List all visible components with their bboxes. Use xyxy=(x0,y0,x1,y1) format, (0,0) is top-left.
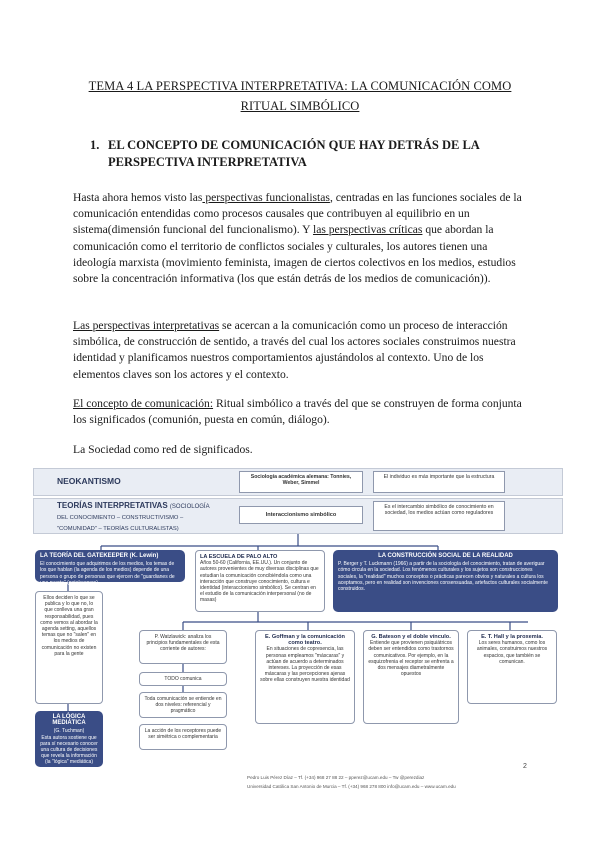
slide-footer-line-1: Pedro Luis Pérez Díaz – Tf. (+34) 968 27 88 22 – pperez@ucam.edu – Tw @perezdiaz xyxy=(247,775,425,780)
slide-page-number: 2 xyxy=(523,763,527,770)
p3-underlined: El concepto de comunicación: xyxy=(73,397,214,410)
section-title-line-2: PERSPECTIVA INTERPRETATIVA xyxy=(108,155,307,169)
todo-comunica-box: TODO comunica xyxy=(139,672,227,686)
palo-alto-text: Años 50-60 (California, EE.UU.). Un conjunto de autores provenientes de muy diversas disciplinas que estudian la comunicación concibiéndola como una interacción que construye conocimiento, cultura e identidad (interaccionismo simbólico). Se centran en el estudio de la comunicación interpersonal (no de masas) xyxy=(200,560,319,604)
logica-title: LA LÓGICA MEDIÁTICA xyxy=(52,714,86,727)
section-title-line-1: EL CONCEPTO DE COMUNICACIÓN QUE HAY DETRÁS DE LA xyxy=(108,138,480,152)
watzlawick-box: P. Watzlawick: analiza los principios fundamentales de esta corriente de autores: xyxy=(139,630,227,664)
paragraph-interpretative xyxy=(73,318,528,383)
ellos-box: Ellos deciden lo que se publica y lo que no, lo que conlleva una gran responsabilidad, pues como vemos al abordar la agenda setting, aquellos temas que no "salen" en los medios de comunicación no existen para la gente xyxy=(35,591,103,704)
interaccionismo-note-box: Es el intercambio simbólico de conocimiento en sociedad, los medios actúan como reguladores xyxy=(373,501,505,531)
construccion-text: P. Berger y T. Luckmann (1966) a partir de la sociología del conocimiento, tratan de averiguar cómo circula en la sociedad. Los fenómenos culturales y los sujetos son construcciones sociales, la "realidad" muchos conceptos o prácticas parecen obvios y naturales a cultura los aceptamos, pero en realidad son invenciones consensuadas, artefactos culturales socialmente construidos. xyxy=(338,561,548,593)
hall-text: Los seres humanos, como los animales, construimos nuestros espacios, que también se comunican. xyxy=(476,640,548,665)
hall-title: E. T. Hall y la proxemia. xyxy=(481,634,543,640)
slide-footer-line-2: Universidad Católica San Antonio de Murcia – Tf. (+34) 968 278 800 info@ucam.edu – www.ucam.edu xyxy=(247,784,456,789)
construccion-social-box xyxy=(333,550,558,612)
document-title-line-1: TEMA 4 LA PERSPECTIVA INTERPRETATIVA: LA COMUNICACIÓN COMO xyxy=(88,79,512,93)
neo-sociology-box: Sociología académica alemana: Tonnies, Weber, Simmel xyxy=(239,471,363,493)
gatekeeper-title: LA TEORÍA DEL GATEKEEPER (K. Lewin) xyxy=(40,553,159,559)
neo-note-box: El individuo es más importante que la estructura xyxy=(373,471,505,493)
p1-text-1: Hasta ahora hemos visto las xyxy=(73,191,203,204)
goffman-text: En situaciones de copresencia, las personas empleamos "máscaras" y actúan de acuerdo a determinados intereses. La proyección de esas máscaras y las percepciones ajenas sobre ellas construyen nuestra identidad xyxy=(260,646,350,684)
p1-underlined-functionalist: perspectivas funcionalistas xyxy=(202,191,330,204)
goffman-box xyxy=(255,630,355,724)
logica-mediatica-box xyxy=(35,711,103,767)
logica-author: (G. Tuchman) xyxy=(53,728,85,735)
teorias-sub2: DEL CONOCIMIENTO – CONSTRUCTIVISMO – xyxy=(57,515,184,521)
paragraph-society: La Sociedad como red de significados. xyxy=(73,443,253,456)
bateson-text: Entiende que provienen psiquiátricos deben ser entendidos como trastornos comunicativos. Por ejemplo, en la esquizofrenia el receptor se enfrenta a dos mensajes diametralmente opuestos xyxy=(368,640,454,678)
toda-comunicacion-box: Toda comunicación se entiende en dos niveles: referencial y pragmático xyxy=(139,692,227,718)
p3-text: Ritual simbólico a través del que se construyen de forma conjunta los significados (comunión, puesta en común, diálogo). xyxy=(73,397,522,427)
paragraph-concept xyxy=(73,396,528,428)
gatekeeper-text: El conocimiento que adquirimos de los medios, los temas de los que hablan (la agenda de los medios) depende de una persona o grupo de personas que ejercen de "guardianes de una puerta" (gatekeepers). xyxy=(40,561,175,586)
teorias-sub1: (SOCIOLOGÍA xyxy=(169,504,210,510)
paragraph-functionalist xyxy=(73,190,528,287)
palo-alto-title: LA ESCUELA DE PALO ALTO xyxy=(200,554,278,560)
accion-receptores-box: La acción de los receptores puede ser simétrica o complementaria xyxy=(139,724,227,750)
p2-text: se acercan a la comunicación como un proceso de interacción simbólica, de construcción de sentido, a través del cual los actores sociales construimos nuestra identidad y planificamos nuestros comportamientos ajustándolos al contexto. Uno de los elementos claves son los actores y el contexto. xyxy=(73,319,516,381)
palo-alto-box xyxy=(195,550,325,612)
teorias-sub3: "COMUNIDAD" – TEORÍAS CULTURALISTAS) xyxy=(57,526,179,532)
document-title-line-2: RITUAL SIMBÓLICO xyxy=(240,99,360,113)
goffman-title: E. Goffman y la comunicación como teatro. xyxy=(265,634,345,647)
gatekeeper-box xyxy=(35,550,185,586)
bateson-title: G. Bateson y el doble vínculo. xyxy=(371,634,451,640)
interaccionismo-box: Interaccionismo simbólico xyxy=(239,506,363,524)
section-number: 1. xyxy=(90,138,100,152)
section-heading xyxy=(90,137,530,171)
logica-text: Esta autora sostiene que para sí necesario conocer una cultura de decisiones que revela la información (la "lógica" mediática) xyxy=(40,734,98,766)
p1-text-2: , centradas en las funciones sociales de la comunicación entendidas como procesos causales que contribuyen al equilibrio en un sistema(dimensión funcional del funcionalismo). Y xyxy=(73,191,522,237)
neokantismo-label: NEOKANTISMO xyxy=(57,476,121,486)
teorias-label xyxy=(57,501,210,534)
bateson-box xyxy=(363,630,459,724)
p2-underlined: Las perspectivas interpretativas xyxy=(73,319,220,332)
teorias-title: TEORÍAS INTERPRETATIVAS xyxy=(57,501,168,510)
hall-box xyxy=(467,630,557,704)
p1-text-3: que abordan la comunicación como el territorio de conflictos sociales y culturales, los autores tienen una ideología marxista (movimiento feminista, imagen de ciertos colectivos en los medios, estudios sobre la concentración informativa (los que están detrás de los medios de comunicación)). xyxy=(73,223,516,286)
p1-underlined-critical: las perspectivas críticas xyxy=(312,223,423,237)
interpretative-theories-diagram xyxy=(33,466,563,798)
construccion-title: LA CONSTRUCCIÓN SOCIAL DE LA REALIDAD xyxy=(378,553,513,559)
